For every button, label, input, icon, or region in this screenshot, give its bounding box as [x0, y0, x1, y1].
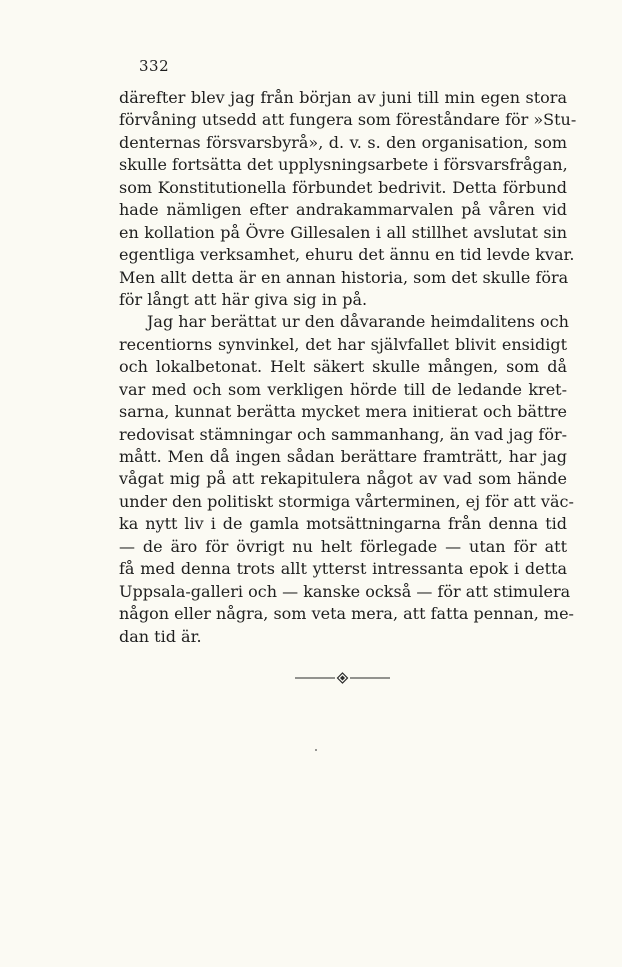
diamond-ornament-icon [295, 670, 390, 686]
text-line: redovisat stämningar och sammanhang, än vad jag för- [119, 424, 567, 444]
text-line: — de äro för övrigt nu helt förlegade — utan för att [119, 536, 567, 556]
text-line: egentliga verksamhet, ehuru det ännu en tid levde kvar. [119, 245, 575, 265]
text-line: Men allt detta är en annan historia, som det skulle föra [119, 267, 569, 287]
text-line: skulle fortsätta det upplysningsarbete i försvarsfrågan, [119, 155, 568, 175]
text-line: vågat mig på att rekapitulera något av vad som hände [119, 469, 567, 489]
text-line: ka nytt liv i de gamla motsättningarna från denna tid [119, 514, 567, 534]
text-line: hade nämligen efter andrakammarvalen på våren vid [119, 200, 567, 220]
page-number: 332 [139, 57, 170, 75]
text-line: var med och som verkligen hörde till de ledande kret- [119, 379, 567, 399]
text-line: sarna, kunnat berätta mycket mera initierat och bättre [119, 402, 567, 422]
text-line: recentiorns synvinkel, det har självfallet blivit ensidigt [119, 334, 567, 354]
text-line: få med denna trots allt ytterst intressanta epok i detta [119, 559, 567, 579]
text-line: denternas försvarsbyrå», d. v. s. den organisation, som [119, 132, 567, 152]
text-line: Uppsala-galleri och — kanske också — för att stimulera [119, 581, 571, 601]
body-text [119, 87, 577, 648]
text-line: dan tid är. [119, 626, 202, 646]
text-line: Jag har berättat ur den dåvarande heimdalitens och [147, 312, 569, 332]
text-line: under den politiskt stormiga vårterminen, ej för att väc- [119, 491, 574, 511]
print-speck [315, 749, 317, 751]
text-line: förvåning utsedd att fungera som föreståndare för »Stu- [119, 110, 577, 130]
text-line: en kollation på Övre Gillesalen i all stillhet avslutat sin [119, 222, 567, 242]
text-line: mått. Men då ingen sådan berättare framträtt, har jag [119, 447, 567, 466]
text-line: därefter blev jag från början av juni till min egen stora [119, 88, 567, 107]
text-line: som Konstitutionella förbundet bedrivit. Detta förbund [119, 177, 567, 197]
text-line: någon eller några, som veta mera, att fatta pennan, me- [119, 604, 574, 624]
text-line: och lokalbetonat. Helt säkert skulle mången, som då [119, 357, 567, 377]
text-line: för långt att här giva sig in på. [119, 289, 368, 309]
